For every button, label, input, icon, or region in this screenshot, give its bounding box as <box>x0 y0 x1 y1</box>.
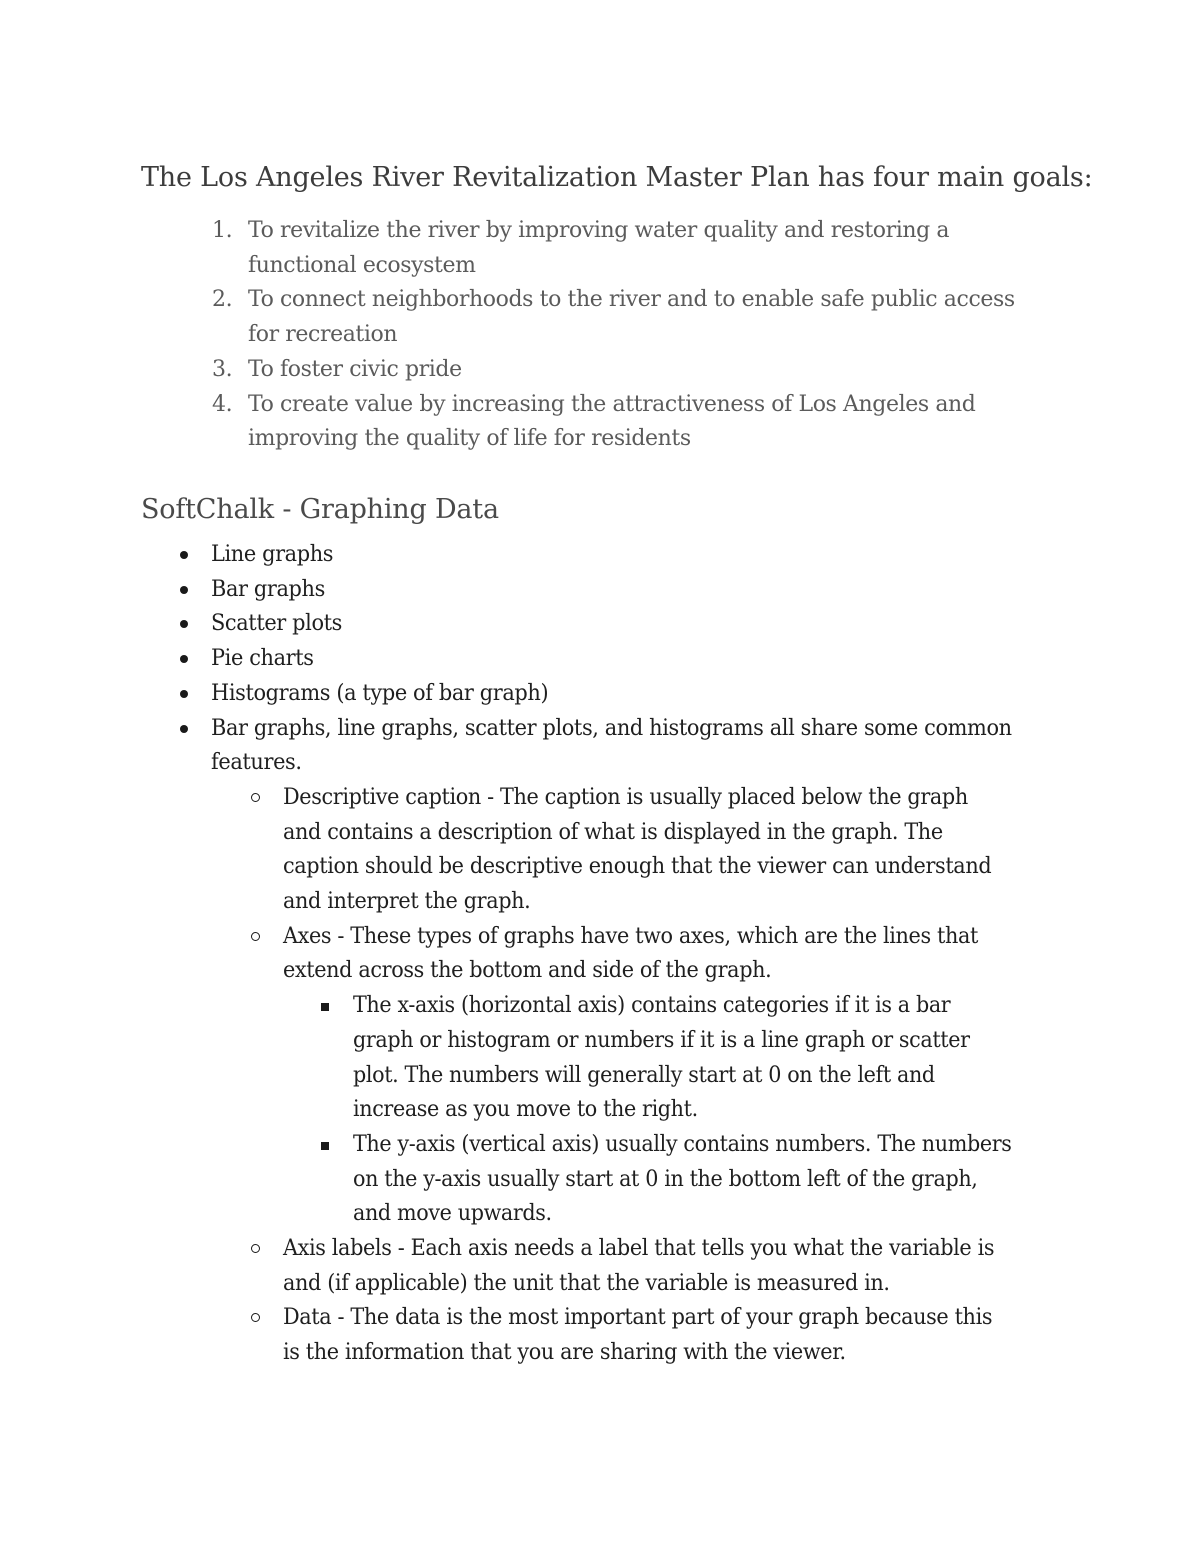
goal-item <box>0 283 1048 352</box>
bullet-circle-icon <box>251 932 260 941</box>
goal-text-line: for recreation <box>248 322 398 348</box>
goal-item <box>0 353 1048 388</box>
feature-text-line: and contains a description of what is displayed in the graph. The <box>283 819 943 845</box>
bullet-dot-icon <box>180 586 188 594</box>
bullet-circle-icon <box>251 1244 260 1253</box>
feature-text-line: and interpret the graph. <box>283 889 531 915</box>
feature-text-line: caption should be descriptive enough that the viewer can understand <box>283 854 992 880</box>
list-item <box>0 607 1200 642</box>
graph-types-list <box>0 538 1200 1371</box>
axis-detail-text-line: The x-axis (horizontal axis) contains categories if it is a bar <box>353 993 951 1019</box>
bullet-circle-icon <box>251 793 260 802</box>
graphing-heading: SoftChalk - Graphing Data <box>141 494 499 525</box>
feature-text-line: and (if applicable) the unit that the variable is measured in. <box>283 1270 890 1296</box>
list-item-text: Pie charts <box>211 646 314 672</box>
goal-text-line: To foster civic pride <box>248 356 462 382</box>
bullet-square-icon <box>321 1142 329 1150</box>
axis-detail-text-line: graph or histogram or numbers if it is a line graph or scatter <box>353 1027 970 1053</box>
goal-item <box>0 214 1048 283</box>
axis-detail-item <box>283 1128 1200 1232</box>
feature-text-line: Axes - These types of graphs have two axes, which are the lines that <box>283 923 978 949</box>
goal-number: 1. <box>212 218 233 243</box>
goals-heading: The Los Angeles River Revitalization Master Plan has four main goals: <box>141 162 1093 193</box>
list-item <box>0 538 1200 573</box>
feature-item <box>211 781 1200 920</box>
goal-item <box>0 388 1048 457</box>
feature-item <box>211 1232 1200 1301</box>
list-item-text: Histograms (a type of bar graph) <box>211 680 549 706</box>
axis-detail-text-line: increase as you move to the right. <box>353 1097 698 1123</box>
goal-number: 4. <box>212 391 233 417</box>
bullet-dot-icon <box>180 690 188 698</box>
axis-detail-text-line: The y-axis (vertical axis) usually contains numbers. The numbers <box>353 1131 1012 1157</box>
goal-text-line: To connect neighborhoods to the river and to enable safe public access <box>248 287 1015 313</box>
feature-text-line: extend across the bottom and side of the graph. <box>283 958 772 984</box>
bullet-circle-icon <box>251 1313 260 1322</box>
axis-detail-item <box>283 989 1200 1128</box>
bullet-square-icon <box>321 1003 329 1011</box>
feature-text-line: Axis labels - Each axis needs a label that tells you what the variable is <box>283 1236 995 1262</box>
feature-text-line: is the information that you are sharing with the viewer. <box>283 1340 846 1366</box>
list-item-text: Bar graphs <box>211 576 325 602</box>
goal-text-line: improving the quality of life for residents <box>248 426 691 452</box>
goal-text-line: To create value by increasing the attractiveness of Los Angeles and <box>248 391 976 417</box>
list-item <box>0 712 1200 1371</box>
bullet-dot-icon <box>180 551 188 559</box>
goal-number: 3. <box>212 356 233 382</box>
list-item-text: features. <box>211 750 302 776</box>
list-item-text: Bar graphs, line graphs, scatter plots, and histograms all share some common <box>211 715 1012 741</box>
goal-text-line: To revitalize the river by improving water quality and restoring a <box>248 218 950 243</box>
axis-detail-text-line: plot. The numbers will generally start at 0 on the left and <box>353 1062 935 1088</box>
list-item-text: Scatter plots <box>211 611 342 637</box>
list-item <box>0 642 1200 677</box>
goal-text-line: functional ecosystem <box>248 252 476 278</box>
axis-detail-text-line: on the y-axis usually start at 0 in the bottom left of the graph, <box>353 1166 978 1192</box>
list-item-text: Line graphs <box>211 542 334 567</box>
bullet-dot-icon <box>180 655 188 663</box>
axis-detail-text-line: and move upwards. <box>353 1201 552 1227</box>
goals-list <box>0 214 1200 457</box>
list-item <box>0 573 1200 608</box>
feature-text-line: Data - The data is the most important part of your graph because this <box>283 1305 993 1331</box>
common-features-list <box>211 781 1200 1371</box>
feature-text-line: Descriptive caption - The caption is usually placed below the graph <box>283 784 968 810</box>
goal-number: 2. <box>212 287 233 313</box>
axes-details-list <box>283 989 1200 1232</box>
feature-item <box>211 920 1200 1232</box>
bullet-dot-icon <box>180 620 188 628</box>
list-item <box>0 677 1200 712</box>
feature-item <box>211 1301 1200 1370</box>
bullet-dot-icon <box>180 725 188 733</box>
